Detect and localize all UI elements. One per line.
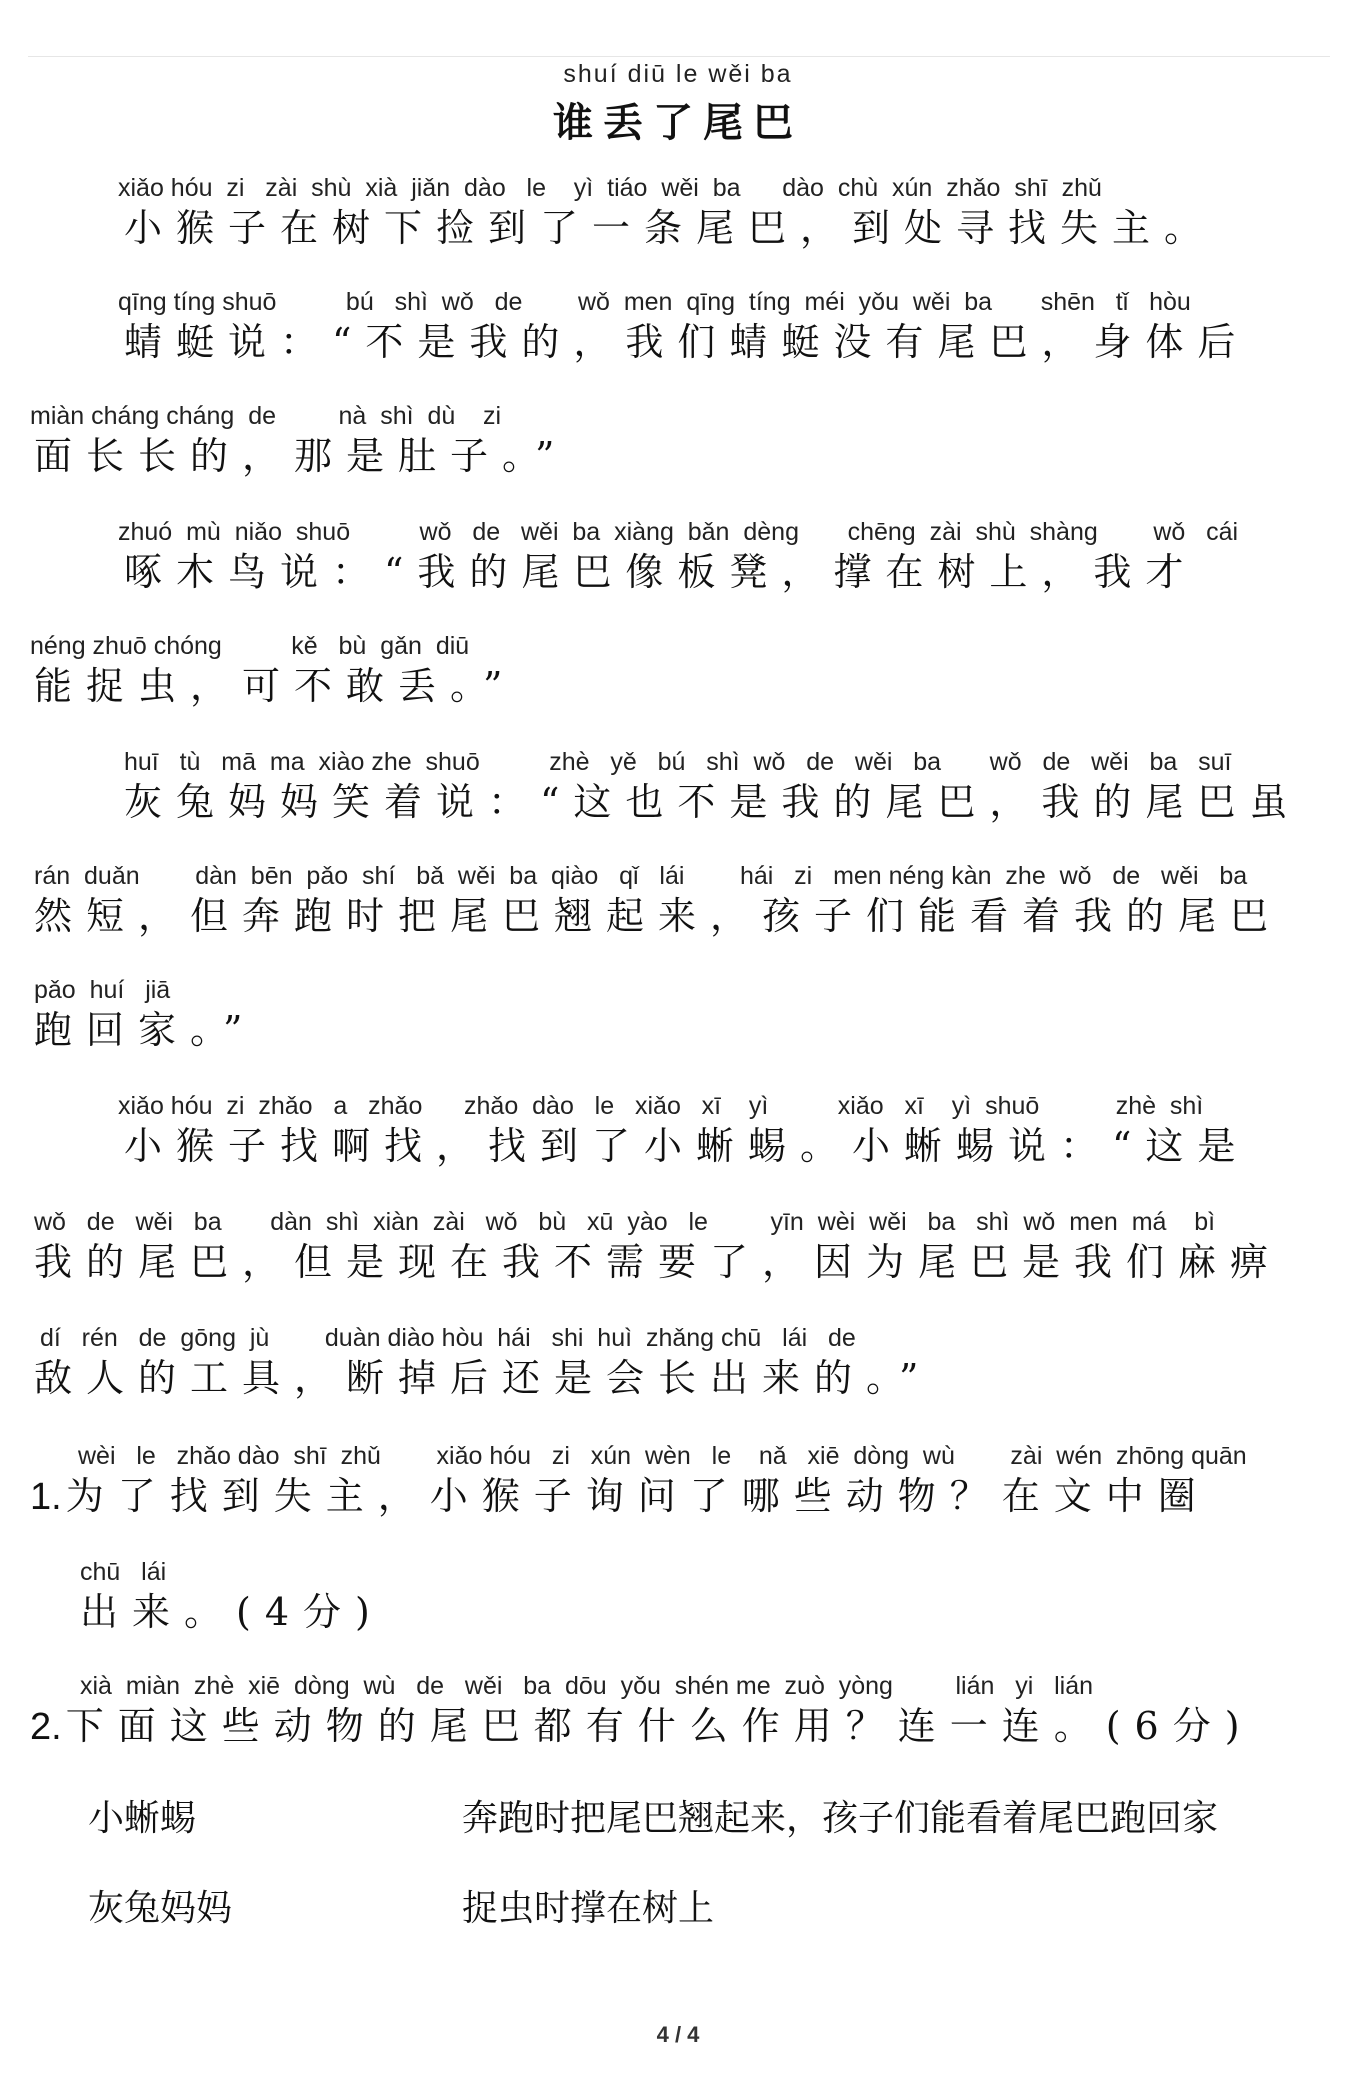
pinyin-line: qīng tíng shuō bú shì wǒ de wǒ men qīng tíng méi yǒu wěi ba shēn tǐ hòu	[118, 288, 1191, 316]
animal-label[interactable]: 灰兔妈妈	[88, 1888, 233, 1929]
hanzi-line: 能捉虫，可不敢丢。”	[34, 664, 517, 708]
pinyin-line: néng zhuō chóng kě bù gǎn diū	[30, 632, 470, 660]
question-1	[0, 1440, 1356, 1521]
hanzi-line: 然短，但奔跑时把尾巴翘起来，孩子们能看着我的尾巴	[34, 894, 1283, 938]
pinyin-line: huī tù mā ma xiào zhe shuō zhè yě bú shì wǒ de wěi ba wǒ de wěi ba suī	[124, 748, 1232, 776]
tail-function-label[interactable]: 奔跑时把尾巴翘起来，孩子们能看着尾巴跑回家	[462, 1798, 1219, 1839]
hanzi-line: 面长长的，那是肚子。”	[34, 434, 569, 478]
question-number: 1.	[30, 1476, 62, 1518]
title-pinyin: shuí diū le wěi ba	[563, 60, 793, 88]
pinyin-line: chū lái	[80, 1558, 167, 1586]
page-number: 4 / 4	[656, 2022, 700, 2047]
pinyin-line: miàn cháng cháng de nà shì dù zi	[30, 402, 502, 430]
title-block	[0, 60, 1356, 148]
hanzi-line: 小猴子找啊找，找到了小蜥蜴。小蜥蜴说：“这是	[124, 1124, 1250, 1168]
page-title: 谁丢了尾巴	[553, 100, 803, 146]
text-line-3	[0, 400, 1356, 480]
text-line-7	[0, 860, 1356, 940]
pinyin-line: xiǎo hóu zi zài shù xià jiǎn dào le yì tiáo wěi ba dào chù xún zhǎo shī zhǔ	[118, 174, 1102, 202]
question-2	[0, 1670, 1356, 1751]
text-line-6	[0, 746, 1356, 826]
animal-label[interactable]: 小蜥蜴	[88, 1798, 197, 1839]
text-line-5	[0, 630, 1356, 710]
hanzi-line: 我的尾巴，但是现在我不需要了，因为尾巴是我们麻痹	[34, 1240, 1283, 1284]
pinyin-line: xià miàn zhè xiē dòng wù de wěi ba dōu yǒu shén me zuò yòng lián yi lián	[80, 1672, 1094, 1700]
hanzi-line: 下面这些动物的尾巴都有什么作用？连一连。(6分)	[65, 1704, 1254, 1748]
hanzi-line: 敌人的工具，断掉后还是会长出来的。”	[34, 1356, 933, 1400]
hanzi-line: 跑回家。”	[34, 1008, 257, 1052]
question-number: 2.	[30, 1706, 62, 1748]
tail-function-label[interactable]: 捉虫时撑在树上	[462, 1888, 715, 1929]
pinyin-line: dí rén de gōng jù duàn diào hòu hái shi huì zhǎng chū lái de	[40, 1324, 856, 1352]
text-line-11	[0, 1322, 1356, 1402]
pinyin-line: rán duǎn dàn bēn pǎo shí bǎ wěi ba qiào qǐ lái hái zi men néng kàn zhe wǒ de wěi ba	[34, 862, 1248, 890]
pinyin-line: pǎo huí jiā	[34, 976, 171, 1004]
pinyin-line: xiǎo hóu zi zhǎo a zhǎo zhǎo dào le xiǎo xī yì xiǎo xī yì shuō zhè shì	[118, 1092, 1204, 1120]
text-line-2	[0, 286, 1356, 366]
hanzi-line: 蜻蜓说：“不是我的，我们蜻蜓没有尾巴，身体后	[124, 320, 1250, 364]
hanzi-line: 出来。(4分)	[80, 1590, 384, 1634]
text-line-4	[0, 516, 1356, 596]
pinyin-line: wèi le zhǎo dào shī zhǔ xiǎo hóu zi xún wèn le nǎ xiē dòng wù zài wén zhōng quān	[78, 1442, 1247, 1470]
text-line-10	[0, 1206, 1356, 1286]
text-line-1	[0, 172, 1356, 252]
top-divider	[28, 56, 1330, 57]
hanzi-line: 小猴子在树下捡到了一条尾巴，到处寻找失主。	[124, 206, 1217, 250]
pinyin-line: wǒ de wěi ba dàn shì xiàn zài wǒ bù xū yào le yīn wèi wěi ba shì wǒ men má bì	[34, 1208, 1216, 1236]
hanzi-line: 啄木鸟说：“我的尾巴像板凳，撑在树上，我才	[124, 550, 1198, 594]
text-line-9	[0, 1090, 1356, 1170]
hanzi-line: 为了找到失主，小猴子询问了哪些动物？在文中圈	[65, 1474, 1210, 1518]
question-1-cont	[0, 1556, 1356, 1636]
text-line-8	[0, 974, 1356, 1054]
hanzi-line: 灰兔妈妈笑着说：“这也不是我的尾巴，我的尾巴虽	[124, 780, 1302, 824]
pinyin-line: zhuó mù niǎo shuō wǒ de wěi ba xiàng bǎn dèng chēng zài shù shàng wǒ cái	[118, 518, 1239, 546]
